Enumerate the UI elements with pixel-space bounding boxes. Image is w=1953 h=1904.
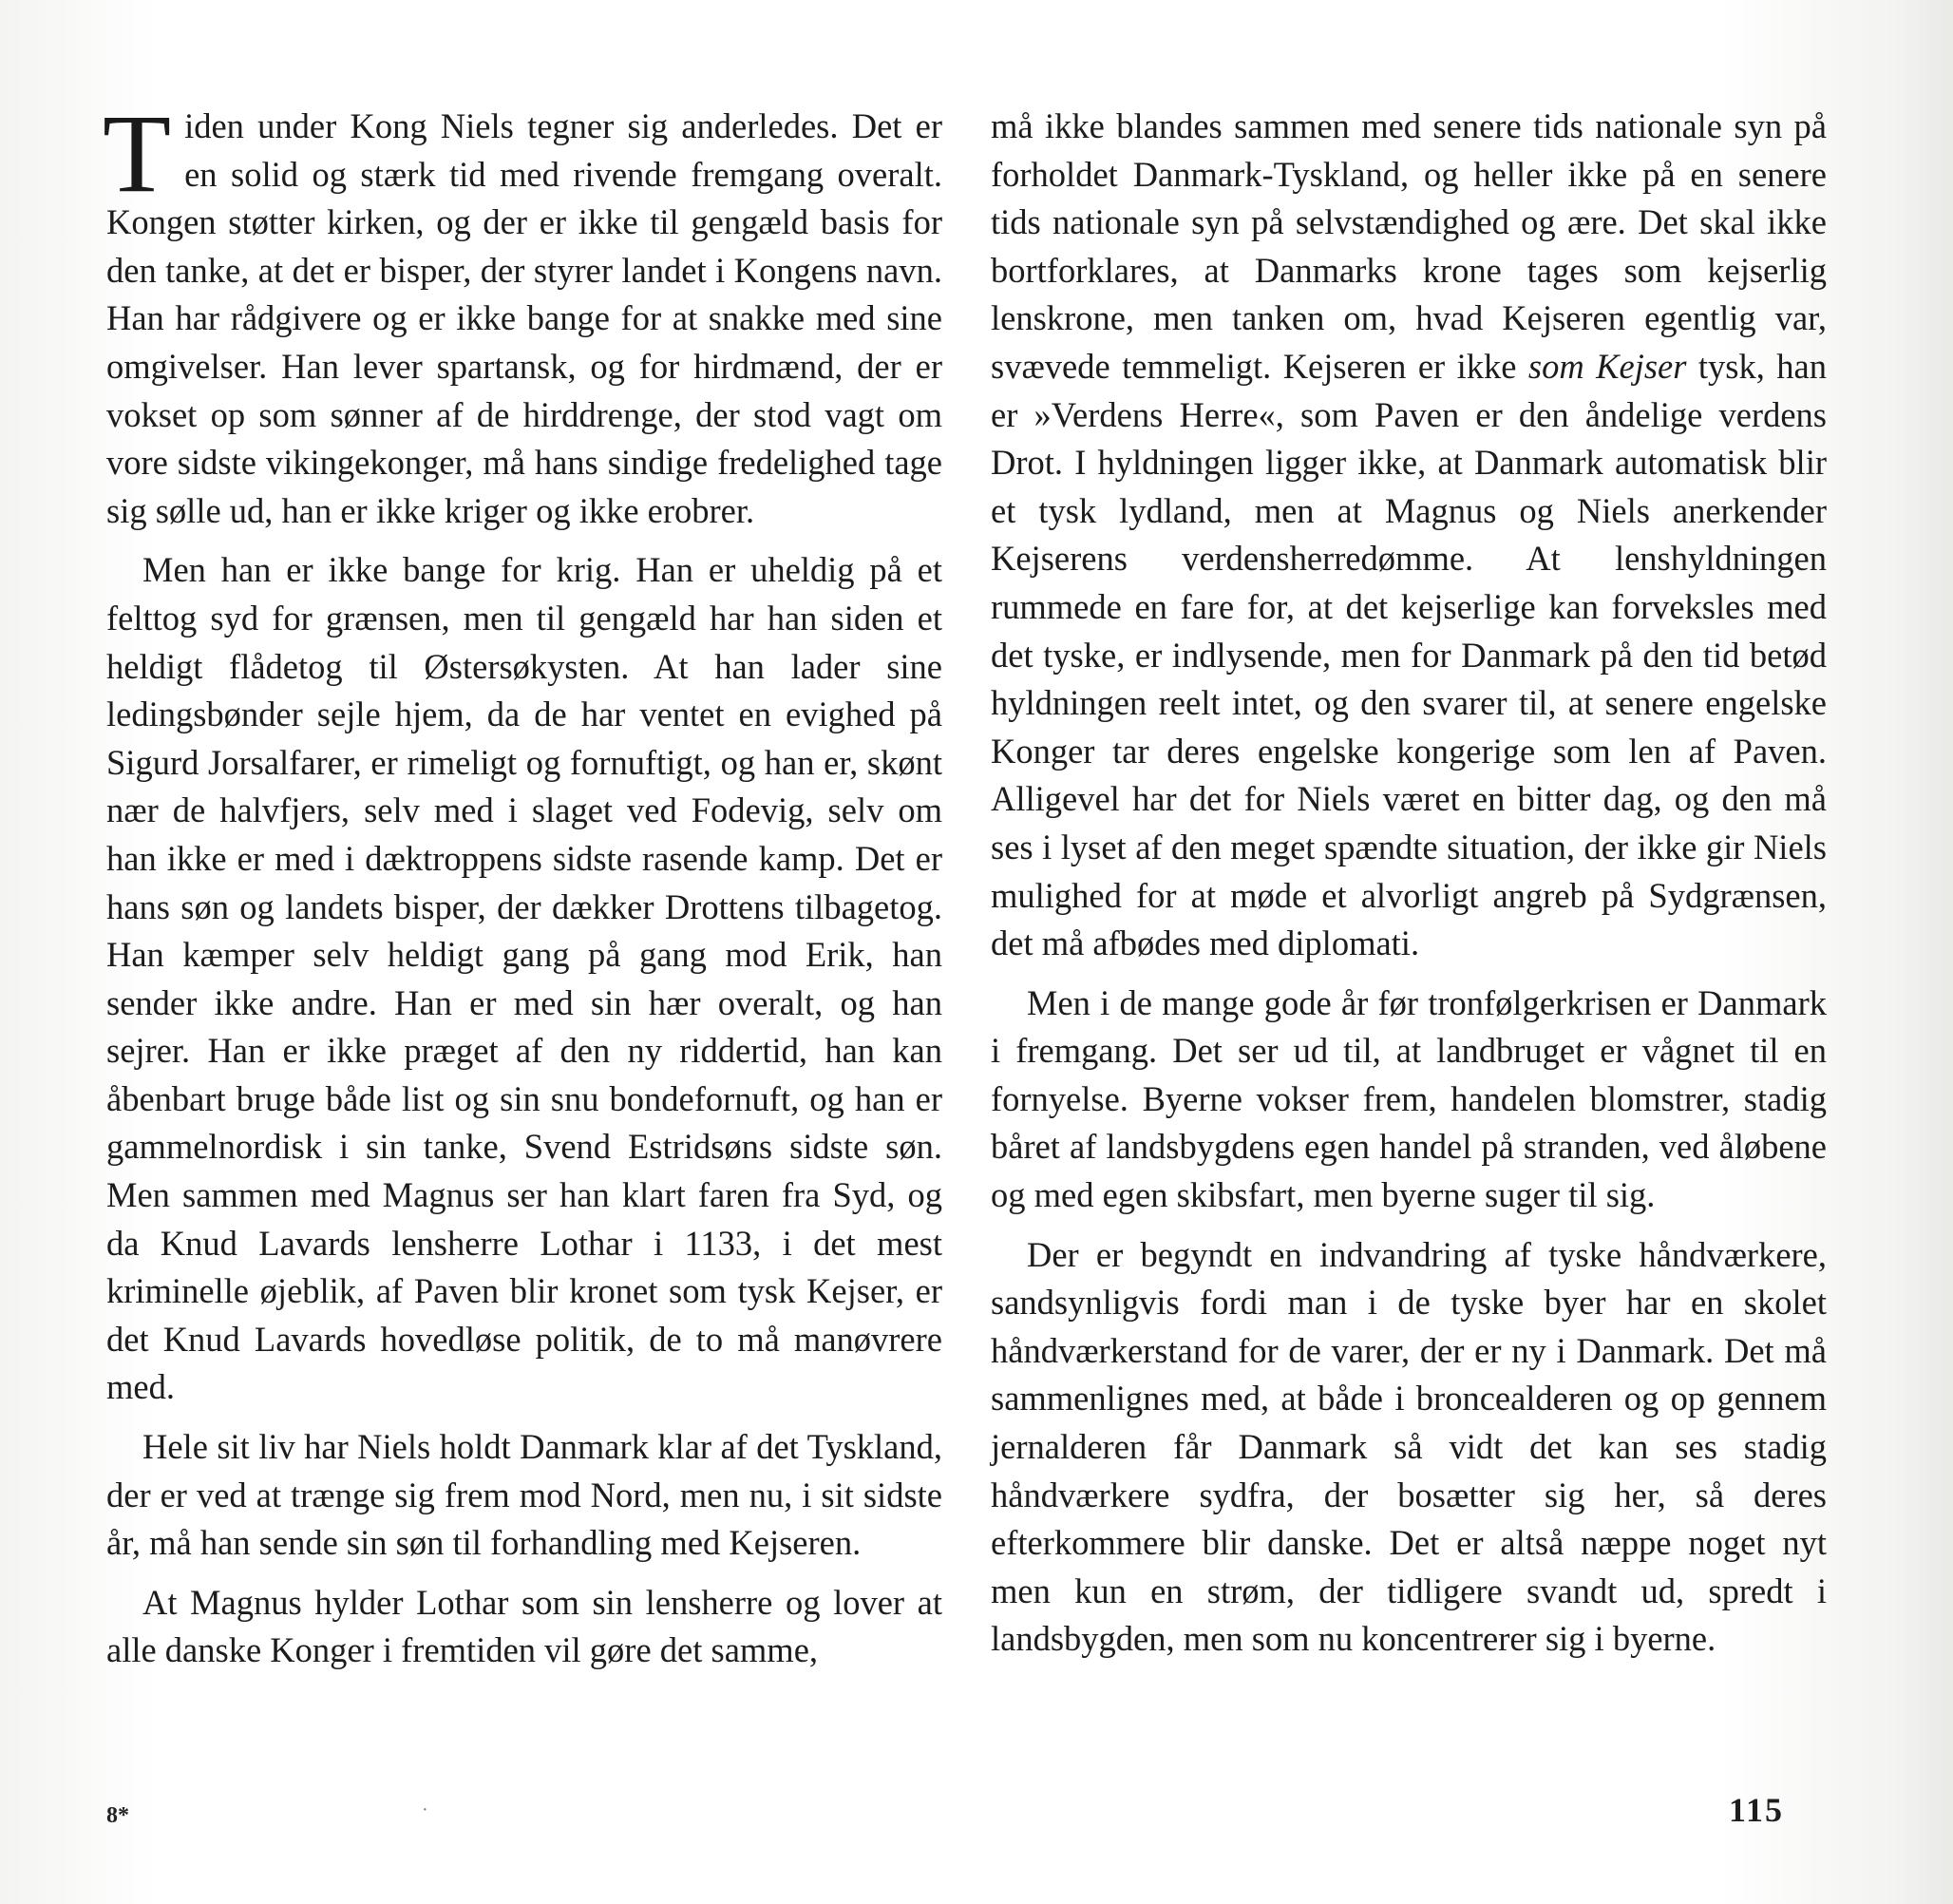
left-text-column <box>103 91 942 1686</box>
paragraph: Men i de mange gode år før tronfølgerkrisen er Danmark i fremgang. Det ser ud til, at landbruget er vågnet til en fornyelse. Byerne vokser frem, handelen blomstrer, stadig båret af landsbygdens egen handel på stranden, ved åløbene og med egen skibsfart, men byerne suger til sig. <box>991 982 1827 1215</box>
paragraph: Men han er ikke bange for krig. Han er uheldig på et felttog syd for grænsen, men til gengæld har han siden et heldigt flådetog til Østersøkysten. At han lader sine ledingsbønder sejle hjem, da de har ventet en evighed på Sigurd Jorsalfarer, er rimeligt og fornuftigt, og han er, skønt nær de halvfjers, selv med i slaget ved Fodevig, selv om han ikke er med i dæktroppens sidste rasende kamp. Det er hans søn og landets bisper, der dækker Drottens tilbagetog. Han kæmper selv heldigt gang på gang mod Erik, han sender ikke andre. Han er med sin hær overalt, og han sejrer. Han er ikke præget af den ny riddertid, han kan åbenbart bruge både list og sin snu bondefornuft, og han er gammelnordisk i sin tanke, Svend Estridsøns sidste søn. Men sammen med Magnus ser han klart faren fra Syd, og da Knud Lavards lensherre Lothar i 1133, i det mest kriminelle øjeblik, af Paven blir kronet som tysk Kejser, er det Knud Lavards hovedløse politik, de to må manøvrere med. <box>106 550 942 1407</box>
signature-mark: 8* <box>106 1803 129 1828</box>
footer-dot: · <box>422 1799 428 1820</box>
right-text-column <box>991 103 1827 1675</box>
paragraph <box>103 91 942 535</box>
page-number: 115 <box>1729 1791 1785 1829</box>
drop-cap: T <box>103 91 172 216</box>
paragraph: At Magnus hylder Lothar som sin lensherre og lover at alle danske Konger i fremtiden vil gøre det samme, <box>106 1582 942 1670</box>
paragraph-text: tysk, han er »Verdens Herre«, som Paven er den åndelige verdens Drot. I hyldningen ligger ikke, at Danmark automatisk blir et tysk lydland, men at Magnus og Niels anerkender Kejserens verdensherredømme. At lenshyldningen rummede en fare for, at det kejserlige kan forveksles med det tyske, er indlysende, men for Danmark på den tid betød hyldningen reelt intet, og den svarer til, at senere engelske Konger tar deres engelske kongerige som len af Paven. Alligevel har det for Niels været en bitter dag, og den må ses i lyset af den meget spændte situation, der ikke gir Niels mulighed for at møde et alvorligt angreb på Sydgrænsen, det må afbødes med diplomati. <box>991 346 1827 963</box>
paragraph <box>991 103 1827 968</box>
italic-phrase: som Kejser <box>1527 346 1687 386</box>
paragraph: Der er begyndt en indvandring af tyske håndværkere, sandsynligvis fordi man i de tyske byer har en skolet håndværkerstand for de varer, der er ny i Danmark. Det må sammenlignes med, at både i broncealderen og op gennem jernalderen får Danmark så vidt det kan ses stadig håndværkere sydfra, der bosætter sig her, så deres efterkommere blir danske. Det er altså næppe noget nyt men kun en strøm, der tidligere svandt ud, spredt i landsbygden, men som nu koncentrerer sig i byerne. <box>991 1234 1827 1659</box>
paragraph-text: må ikke blandes sammen med senere tids nationale syn på forholdet Danmark-Tyskland, og heller ikke på en senere tids nationale syn på selvstændighed og ære. Det skal ikke bortforklares, at Danmarks krone tages som kejserlig lenskrone, men tanken om, hvad Kejseren egentlig var, svævede temmeligt. Kejseren er ikke <box>991 106 1827 386</box>
paragraph: Hele sit liv har Niels holdt Danmark klar af det Tyskland, der er ved at trænge sig frem mod Nord, men nu, i sit sidste år, må han sende sin søn til forhandling med Kejseren. <box>106 1427 942 1563</box>
paragraph-text: iden under Kong Niels tegner sig anderledes. Det er en solid og stærk tid med rivende fremgang overalt. Kongen støtter kirken, og der er ikke til gengæld basis for den tanke, at det er bisper, der styrer landet i Kongens navn. Han har rådgivere og er ikke bange for at snakke med sine omgivelser. Han lever spartansk, og for hirdmænd, der er vokset op som sønner af de hirddrenge, der stod vagt om vore sidste vikingekonger, må hans sindige fredelighed tage sig sølle ud, han er ikke kriger og ikke erobrer. <box>106 106 942 530</box>
